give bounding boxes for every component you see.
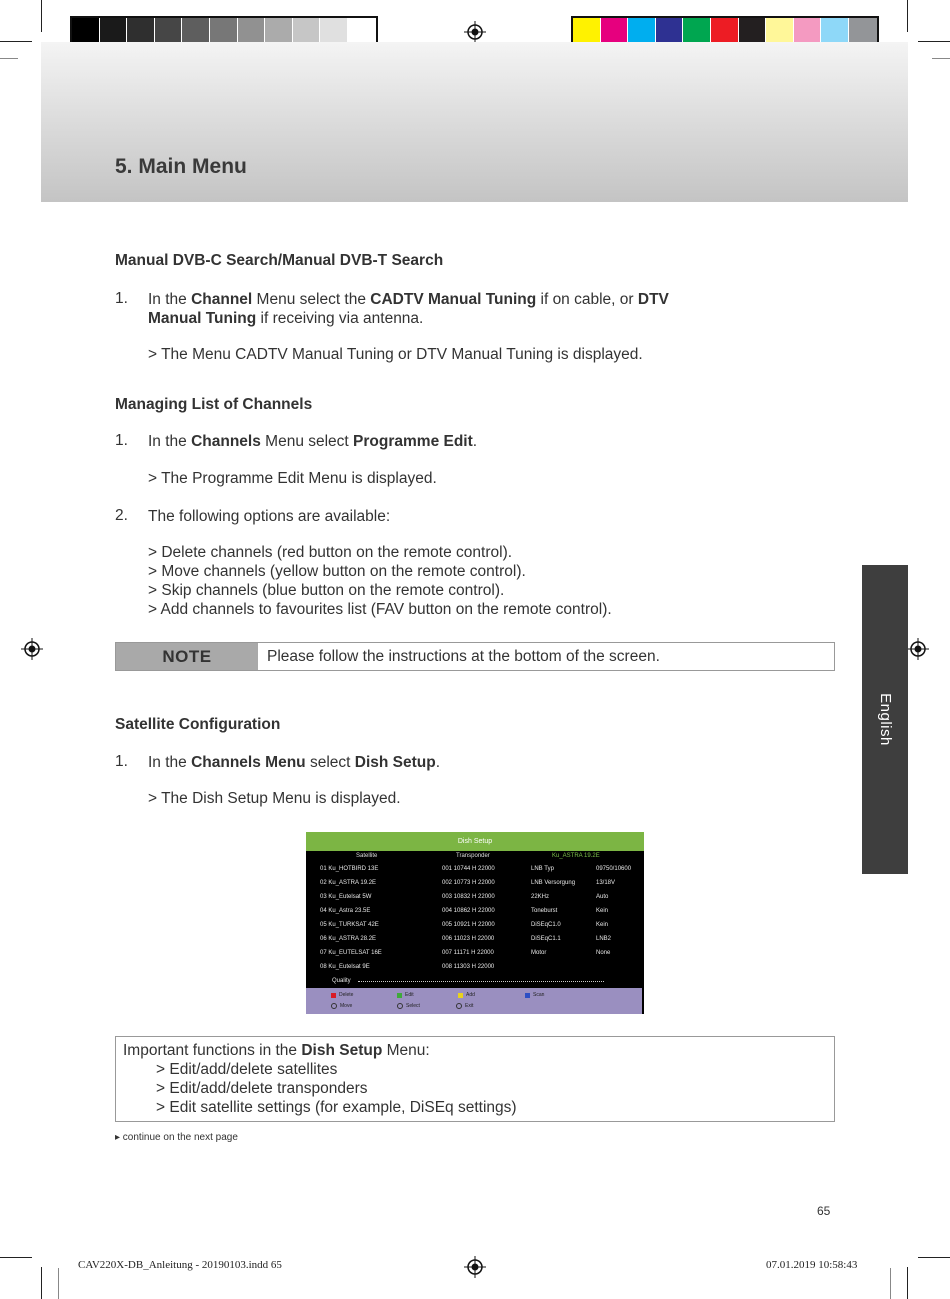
tv-quality-bar [358,981,604,984]
tv-satellite-row: 01 Ku_HOTBIRD 13E [320,866,379,872]
tv-setting-label: 22KHz [531,894,550,900]
tv-setting-label: DiSEqC1.1 [531,936,561,942]
gray-swatch [155,18,183,44]
tv-key-add: Add [458,992,475,998]
important-intro: Important functions in the Dish Setup Menu: [123,1042,430,1059]
registration-mark-left [21,638,43,660]
color-swatch [821,18,849,44]
option-item: > Skip channels (blue button on the remote control). [148,582,505,599]
tv-satellite-row: 07 Ku_EUTELSAT 16E [320,950,382,956]
color-swatch [573,18,601,44]
page-number: 65 [817,1204,831,1218]
tv-setting-label: LNB Typ [531,866,554,872]
step-result: > The Dish Setup Menu is displayed. [148,790,401,807]
color-swatch [794,18,822,44]
navigation-pad-icon [331,1003,337,1009]
color-swatch [849,18,877,44]
tv-col-transponder: Transponder [456,853,490,859]
yellow-key-icon [458,993,463,998]
color-swatch [601,18,629,44]
green-key-icon [397,993,402,998]
step-number: 1. [115,753,128,770]
section-heading-manual-search: Manual DVB-C Search/Manual DVB-T Search [115,252,444,269]
important-functions-box [115,1036,835,1122]
language-side-tab-label-wrap [862,565,908,874]
gray-swatch [72,18,100,44]
registration-mark-top [464,21,486,43]
gray-swatch [127,18,155,44]
tv-key-move: Move [331,1003,352,1009]
slug-date-info: 07.01.2019 10:58:43 [766,1259,858,1271]
tv-transponder-row: 008 11303 H 22000 [442,964,495,970]
gray-swatch [320,18,348,44]
tv-quality-label: Quality [332,978,351,984]
language-label: English [876,693,894,746]
option-item: > Add channels to favourites list (FAV button on the remote control). [148,601,612,618]
dish-setup-screenshot [306,832,644,1014]
note-label: NOTE [116,643,258,670]
red-key-icon [331,993,336,998]
tv-key-legend [306,988,642,1014]
tv-key-delete: Delete [331,992,353,998]
tv-menu-title: Dish Setup [306,832,644,851]
gray-swatch [182,18,210,44]
important-item: > Edit satellite settings (for example, DiSEq settings) [156,1099,517,1116]
tv-setting-value: Kein [596,922,609,928]
tv-setting-value: Auto [596,894,609,900]
step-text: In the Channel Menu select the CADTV Manual Tuning if on cable, or DTV Manual Tuning if receiving via antenna. [148,291,669,327]
important-item: > Edit/add/delete satellites [156,1061,338,1078]
section-heading-satellite-config: Satellite Configuration [115,716,281,733]
tv-transponder-row: 005 10921 H 22000 [442,922,495,928]
tv-transponder-row: 002 10773 H 22000 [442,880,495,886]
tv-col-selected-satellite: Ku_ASTRA 19.2E [552,853,600,859]
step-text: In the Channels Menu select Dish Setup. [148,754,441,771]
step-result: > The Programme Edit Menu is displayed. [148,470,437,487]
color-swatch [628,18,656,44]
color-swatch [683,18,711,44]
registration-mark-right [907,638,929,660]
tv-setting-value: 13/18V [596,880,616,886]
tv-key-select: Select [397,1003,420,1009]
gray-swatch [100,18,128,44]
continue-next-page-note: ▸ continue on the next page [115,1132,238,1143]
tv-satellite-row: 04 Ku_Astra 23.5E [320,908,371,914]
note-box [115,642,835,671]
tv-key-scan: Scan [525,992,544,998]
step-text: In the Channels Menu select Programme Edit. [148,433,478,450]
tv-setting-label: LNB Versorgung [531,880,576,886]
tv-transponder-row: 004 10862 H 22000 [442,908,495,914]
gray-swatch [210,18,238,44]
gray-swatch [265,18,293,44]
tv-setting-value: None [596,950,611,956]
tv-key-edit: Edit [397,992,414,998]
tv-setting-label: DiSEqC1.0 [531,922,561,928]
tv-satellite-row: 03 Ku_Eutelsat 5W [320,894,372,900]
tv-satellite-row: 06 Ku_ASTRA 28.2E [320,936,377,942]
blue-key-icon [525,993,530,998]
chapter-title: 5. Main Menu [115,155,247,178]
tv-satellite-row: 05 Ku_TURKSAT 42E [320,922,379,928]
exit-button-icon [456,1003,462,1009]
important-item: > Edit/add/delete transponders [156,1080,368,1097]
color-swatch [711,18,739,44]
gray-swatch [348,18,376,44]
option-item: > Move channels (yellow button on the remote control). [148,563,526,580]
tv-transponder-row: 001 10744 H 22000 [442,866,495,872]
tv-col-satellite: Satellite [356,853,378,859]
tv-setting-value: 09750/10600 [596,866,632,872]
step-text: The following options are available: [148,508,391,525]
tv-setting-label: Motor [531,950,547,956]
step-number: 1. [115,432,128,449]
note-text: Please follow the instructions at the bottom of the screen. [267,647,660,665]
tv-setting-value: LNB2 [596,936,612,942]
tv-transponder-row: 007 11171 H 22000 [442,950,494,956]
color-swatch [766,18,794,44]
step-number: 1. [115,290,128,307]
slug-file-info: CAV220X-DB_Anleitung - 20190103.indd 65 [78,1259,282,1271]
registration-mark-bottom [464,1256,486,1278]
tv-satellite-row: 08 Ku_Eutelsat 9E [320,964,370,970]
tv-transponder-row: 003 10832 H 22000 [442,894,495,900]
section-heading-managing-channels: Managing List of Channels [115,396,313,413]
option-item: > Delete channels (red button on the remote control). [148,544,513,561]
tv-key-exit: Exit [456,1003,473,1009]
step-number: 2. [115,507,128,524]
tv-setting-label: Toneburst [531,908,558,914]
color-swatch [656,18,684,44]
ok-button-icon [397,1003,403,1009]
gray-swatch [238,18,266,44]
tv-transponder-row: 006 11023 H 22000 [442,936,495,942]
tv-satellite-row: 02 Ku_ASTRA 19.2E [320,880,377,886]
tv-setting-value: Kein [596,908,609,914]
step-result: > The Menu CADTV Manual Tuning or DTV Manual Tuning is displayed. [148,346,643,363]
gray-swatch [293,18,321,44]
color-swatch [739,18,767,44]
